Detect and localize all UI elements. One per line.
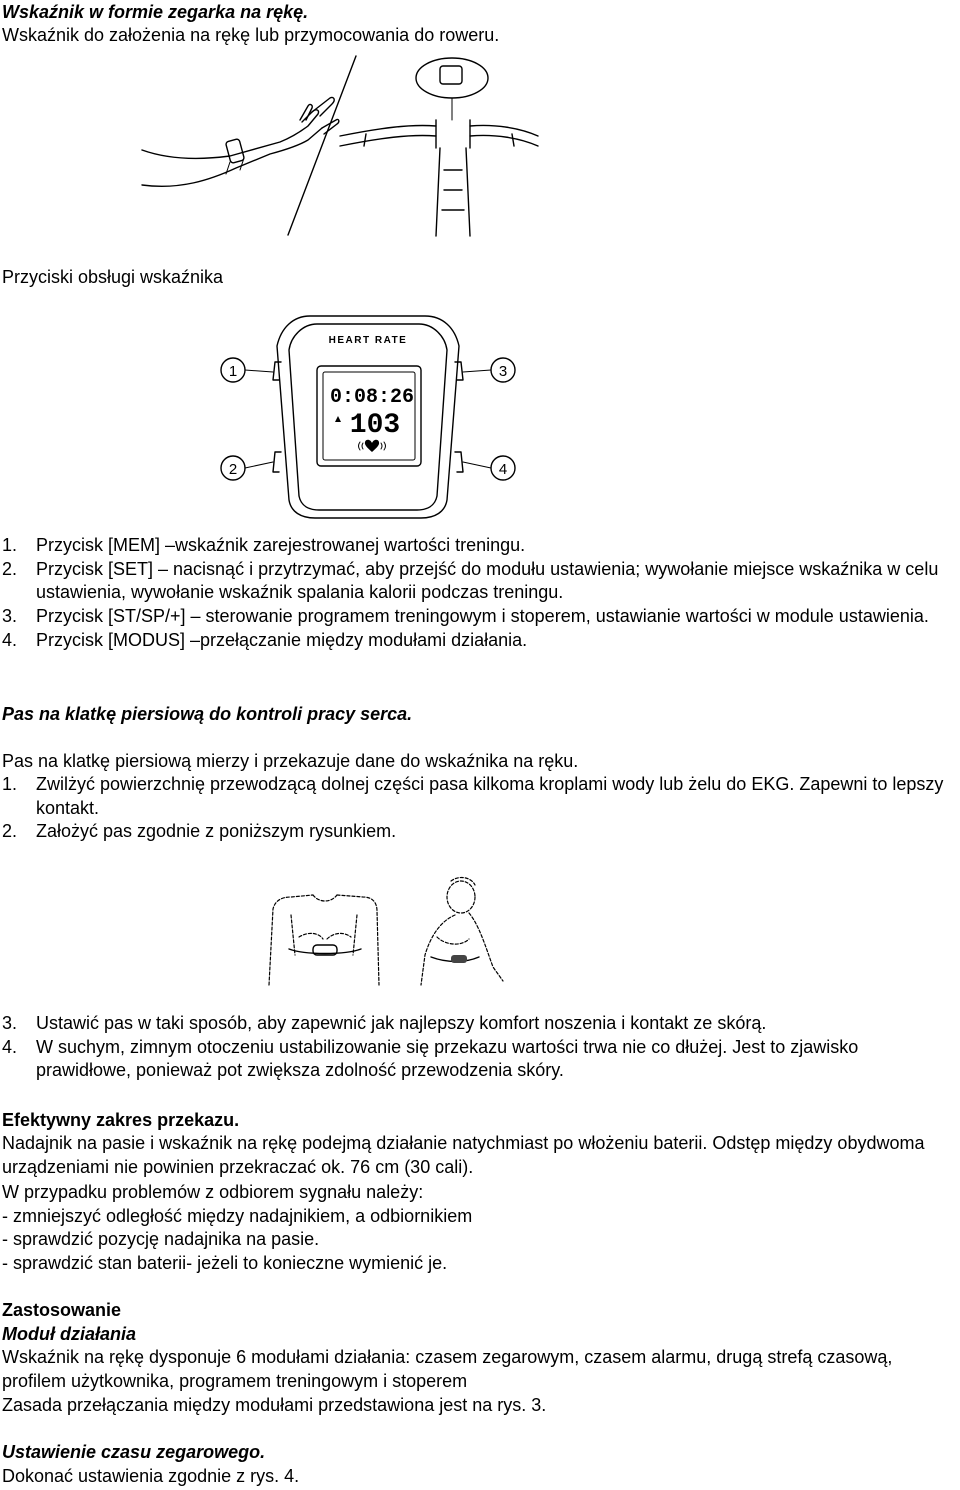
section-heading-watch: Wskaźnik w formie zegarka na rękę. [2, 2, 309, 22]
svg-text:1: 1 [228, 363, 238, 380]
range-bullet: - zmniejszyć odległość między nadajnikiem, a odbiornikiem [2, 1206, 473, 1226]
chest-strap-steps-b [0, 1012, 958, 1083]
buttons-section-title: Przyciski obsługi wskaźnika [2, 267, 224, 287]
chest-strap-intro: Pas na klatkę piersiową mierzy i przekazuje dane do wskaźnika na ręku. [2, 751, 579, 771]
range-bullet: - sprawdzić pozycję nadajnika na pasie. [2, 1229, 320, 1249]
callout-1 [221, 358, 273, 382]
range-heading: Efektywny zakres przekazu. [2, 1110, 240, 1130]
range-bullet: - sprawdzić stan baterii- jeżeli to konieczne wymienić je. [2, 1253, 448, 1273]
list-item: 1. Zwilżyć powierzchnię przewodzącą dolnej części pasa kilkoma kroplami wody lub żelu do EKG. Zapewni to lepszy kontakt. [2, 774, 944, 818]
svg-text:4: 4 [498, 461, 508, 478]
play-indicator-icon [335, 416, 341, 422]
list-item: 4. Przycisk [MODUS] –przełączanie między modułami działania. [2, 629, 528, 650]
list-item: 2. Przycisk [SET] – nacisnąć i przytrzymać, aby przejść do modułu ustawienia; wywołanie miejsce wskaźnika w celu ustawienia, wywołanie wskaźnik spalania kalorii podczas treningu. [2, 558, 939, 603]
list-item: 3. Przycisk [ST/SP/+] – sterowanie programem treningowym i stoperem, ustawianie wartości w module ustawienia. [2, 606, 929, 627]
chest-strap-steps-a [0, 773, 958, 844]
section-subtitle-watch: Wskaźnik do założenia na rękę lub przymocowania do roweru. [2, 25, 500, 45]
watch-lcd-main: 103 [349, 410, 401, 441]
chest-strap-heading: Pas na klatkę piersiową do kontroli pracy serca. [2, 704, 413, 724]
wrist-and-bike-illustration [140, 50, 540, 240]
callout-2 [221, 456, 273, 480]
usage-heading: Zastosowanie [2, 1300, 122, 1320]
buttons-list [0, 534, 958, 653]
watch-brand-label: HEART RATE [328, 335, 408, 346]
chest-strap-illustration [265, 875, 515, 995]
clock-text: Dokonać ustawienia zgodnie z rys. 4. [2, 1466, 300, 1486]
list-item: 1. Przycisk [MEM] –wskaźnik zarejestrowanej wartości treningu. [2, 535, 526, 555]
list-item: 4. W suchym, zimnym otoczeniu ustabilizowanie się przekazu wartości trwa nie co dłużej. Jest to zjawisko prawidłowe, ponieważ pot zwiększa zdolność przewodzenia skóry. [2, 1036, 859, 1081]
usage-paragraph-1: Wskaźnik na rękę dysponuje 6 modułami działania: czasem zegarowym, czasem alarmu, drugą strefą czasową, profilem użytkownika, programem treningowym i stoperem [2, 1347, 893, 1391]
watch-lcd-top: 0:08:26 [329, 386, 415, 409]
range-paragraph-2: W przypadku problemów z odbiorem sygnału należy: [2, 1182, 424, 1202]
bike-handlebar-drawing [340, 58, 538, 236]
callout-3 [463, 358, 515, 382]
usage-paragraph-2: Zasada przełączania między modułami przedstawiona jest na rys. 3. [2, 1395, 547, 1415]
range-paragraph-1: Nadajnik na pasie i wskaźnik na rękę podejmą działanie natychmiast po włożeniu baterii. Odstęp między obydwoma urządzeniami nie powinien przekraczać ok. 76 cm (30 cali). [2, 1133, 925, 1177]
svg-text:2: 2 [228, 461, 238, 478]
svg-text:3: 3 [498, 363, 508, 380]
arm-drawing [142, 97, 339, 186]
torso-front-drawing [269, 895, 379, 985]
heart-icon [365, 440, 379, 452]
usage-subheading: Moduł działania [2, 1324, 137, 1344]
clock-heading: Ustawienie czasu zegarowego. [2, 1442, 266, 1462]
list-item: 2. Założyć pas zgodnie z poniższym rysunkiem. [2, 821, 397, 842]
callout-4 [463, 456, 515, 480]
list-item: 3. Ustawić pas w taki sposób, aby zapewnić jak najlepszy komfort noszenia i kontakt ze skórą. [2, 1013, 767, 1033]
person-side-drawing [421, 878, 503, 985]
watch-buttons-diagram [215, 310, 525, 525]
